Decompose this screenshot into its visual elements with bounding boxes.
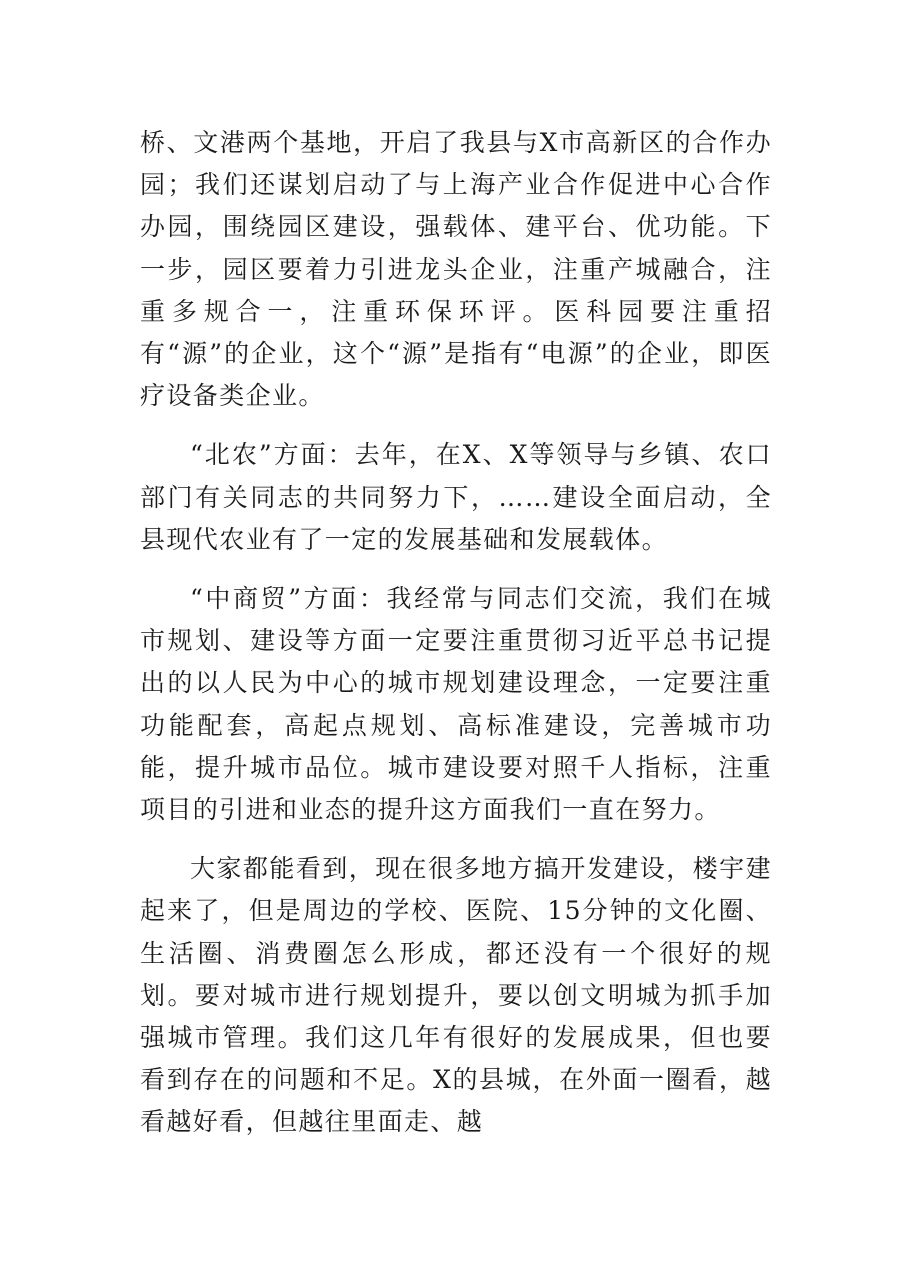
paragraph-continuation: 桥、文港两个基地，开启了我县与X市高新区的合作办园；我们还谋划启动了与上海产业合作促进中心合作办园，围绕园区建设，强载体、建平台、优功能。下一步，园区要着力引进龙头企业，注重产城融合，注重多规合一，注重环保环评。医科园要注重招有“源”的企业，这个“源”是指有“电源”的企业，即医疗设备类企业。: [140, 128, 772, 411]
document-body: [140, 122, 772, 1144]
paragraph-beinong: “北农”方面：去年，在X、X等领导与乡镇、农口部门有关同志的共同努力下，……建设全面启动，全县现代农业有了一定的发展基础和发展载体。: [140, 440, 772, 554]
paragraph-zhongshangmao: “中商贸”方面：我经常与同志们交流，我们在城市规划、建设等方面一定要注重贯彻习近平总书记提出的以人民为中心的城市规划建设理念，一定要注重功能配套，高起点规划、高标准建设，完善城市功能，提升城市品位。城市建设要对照千人指标，注重项目的引进和业态的提升这方面我们一直在努力。: [140, 584, 772, 825]
paragraph-city-planning: 大家都能看到，现在很多地方搞开发建设，楼宇建起来了，但是周边的学校、医院、15分钟的文化圈、生活圈、消费圈怎么形成，都还没有一个很好的规划。要对城市进行规划提升，要以创文明城为抓手加强城市管理。我们这几年有很好的发展成果，但也要看到存在的问题和不足。X的县城，在外面一圈看，越看越好看，但越往里面走、越: [140, 854, 772, 1137]
